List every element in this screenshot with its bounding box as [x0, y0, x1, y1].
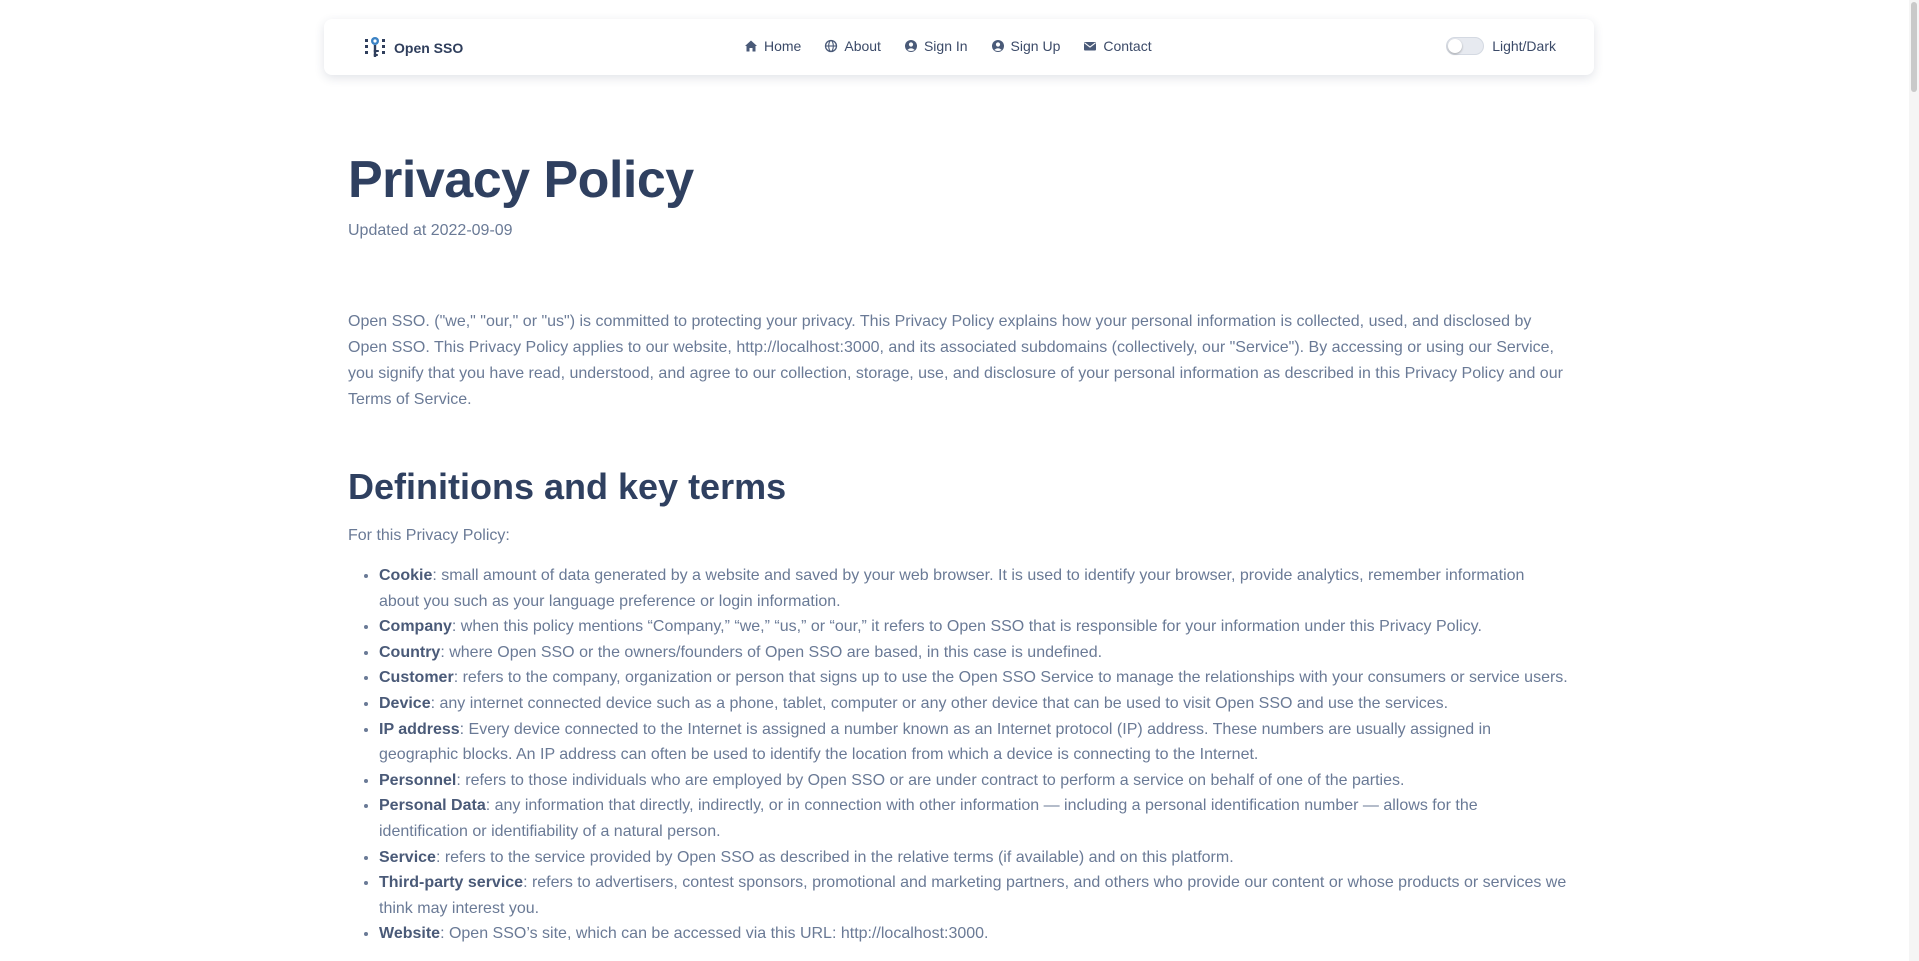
nav-signup-label: Sign Up	[1010, 38, 1061, 54]
page-scrollbar[interactable]	[1909, 0, 1919, 961]
theme-switch	[1446, 37, 1556, 55]
definition-text: : when this policy mentions “Company,” “we,” “us,” or “our,” it refers to Open SSO that is responsible for your information under this Privacy Policy.	[451, 618, 1482, 636]
definition-item	[379, 921, 1568, 947]
definition-text: : any internet connected device such as a phone, tablet, computer or any other device that can be used to visit Open SSO and use the services.	[430, 694, 1449, 712]
updated-date: Updated at 2022-09-09	[348, 222, 513, 239]
nav-links	[744, 38, 1175, 54]
definition-term: Website	[379, 925, 441, 943]
definition-text: : any information that directly, indirectly, or in connection with other information — including a personal identification number — allows for the identification or identifiability of a natural person.	[379, 797, 1478, 840]
nav-signin-label: Sign In	[923, 38, 968, 54]
definition-term: Third-party service	[379, 874, 524, 892]
definition-term: Personal Data	[379, 797, 486, 815]
definition-term: IP address	[379, 720, 460, 738]
definition-text: : refers to the company, organization or person that signs up to use the Open SSO Service to manage the relationships with your consumers or service users.	[453, 669, 1568, 687]
definition-text: : where Open SSO or the owners/founders of Open SSO are based, in this case is undefined.	[440, 643, 1103, 661]
definition-item	[379, 870, 1568, 921]
definition-item	[379, 640, 1568, 666]
definition-term: Device	[379, 694, 431, 712]
nav-home-label: Home	[764, 38, 802, 54]
light-dark-toggle[interactable]	[1446, 37, 1484, 55]
definition-item	[379, 665, 1568, 691]
definition-text: : Every device connected to the Internet is assigned a number known as an Internet protocol (IP) address. These numbers are usually assigned in geographic blocks. An IP address can often be used to identify the location from which a device is connecting to the Internet.	[379, 720, 1492, 764]
nav-contact-label: Contact	[1103, 38, 1152, 54]
definitions-list	[348, 563, 1568, 947]
nav-signup-link[interactable]	[991, 38, 1061, 54]
definition-term: Customer	[379, 669, 454, 687]
definition-item	[379, 614, 1568, 640]
envelope-icon	[1083, 39, 1097, 53]
definition-term: Cookie	[379, 567, 433, 584]
privacy-policy-content	[348, 145, 1568, 947]
definition-text: : Open SSO’s site, which can be accessed via this URL: http://localhost:3000.	[440, 925, 989, 943]
definition-item	[379, 793, 1568, 844]
nav-about-link[interactable]	[824, 38, 881, 54]
toggle-knob	[1448, 39, 1462, 53]
definition-item	[379, 691, 1568, 717]
scrollbar-thumb[interactable]	[1911, 2, 1917, 92]
globe-icon	[824, 39, 838, 53]
definition-text: : refers to the service provided by Open SSO as described in the relative terms (if available) and on this platform.	[435, 848, 1234, 866]
definition-item	[379, 563, 1568, 614]
brand-link[interactable]	[362, 35, 463, 61]
definition-text: : refers to advertisers, contest sponsors, promotional and marketing partners, and others who provide our content or whose products or services we think may interest you.	[379, 874, 1567, 917]
definition-term: Personnel	[379, 771, 457, 789]
user-circle-icon	[904, 39, 918, 53]
brand-name: Open SSO	[394, 40, 464, 56]
page-title: Privacy Policy	[348, 151, 694, 209]
nav-signin-link[interactable]	[904, 38, 968, 54]
intro-paragraph: Open SSO. ("we," "our," or "us") is committed to protecting your privacy. This Privacy Policy explains how your personal information is collected, used, and disclosed by Open SSO. This Privacy Policy applies to our website, http://localhost:3000, and its associated subdomains (collectively, our "Service"). By accessing or using our Service, you signify that you have read, understood, and agree to our collection, storage, use, and disclosure of your personal information as described in this Privacy Policy and our Terms of Service.	[348, 313, 1563, 408]
definition-text: : small amount of data generated by a website and saved by your web browser. It is used to identify your browser, provide analytics, remember information about you such as your language preference or login information.	[379, 567, 1525, 610]
user-circle-icon	[991, 39, 1005, 53]
definitions-lead: For this Privacy Policy:	[348, 527, 510, 544]
definitions-heading: Definitions and key terms	[348, 466, 787, 507]
definition-term: Company	[379, 618, 452, 636]
open-sso-logo-icon	[362, 35, 388, 61]
definition-item	[379, 845, 1568, 871]
definition-term: Service	[379, 848, 436, 866]
definition-text: : refers to those individuals who are employed by Open SSO or are under contract to perform a service on behalf of one of the parties.	[456, 771, 1405, 789]
home-icon	[744, 39, 758, 53]
nav-home-link[interactable]	[744, 38, 801, 54]
definition-item	[379, 768, 1568, 794]
nav-about-label: About	[844, 38, 881, 54]
top-navbar	[324, 19, 1594, 75]
theme-label: Light/Dark	[1492, 38, 1556, 54]
definition-term: Country	[379, 643, 441, 661]
nav-contact-link[interactable]	[1083, 38, 1151, 54]
definition-item	[379, 717, 1568, 768]
